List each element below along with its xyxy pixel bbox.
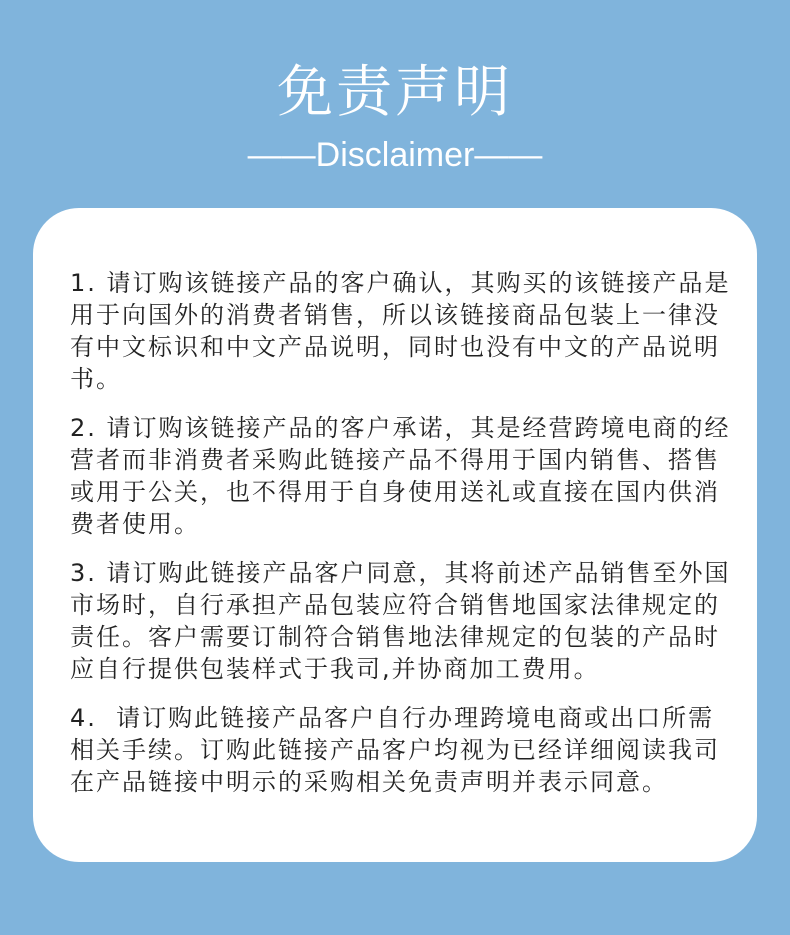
disclaimer-card — [33, 208, 757, 862]
disclaimer-line: 4. 请订购此链接产品客户自行办理跨境电商或出口所需 — [70, 704, 715, 732]
disclaimer-line: 用于向国外的消费者销售，所以该链接商品包装上一律没 — [70, 301, 720, 329]
disclaimer-line: 在产品链接中明示的采购相关免责声明并表示同意。 — [70, 768, 668, 796]
disclaimer-line: 市场时，自行承担产品包装应符合销售地国家法律规定的 — [70, 591, 720, 619]
disclaimer-line: 书。 — [70, 365, 122, 393]
disclaimer-line: 3. 请订购此链接产品客户同意，其将前述产品销售至外国 — [70, 559, 731, 587]
disclaimer-item-3 — [70, 557, 757, 685]
disclaimer-line: 责任。客户需要订制符合销售地法律规定的包装的产品时 — [70, 623, 720, 651]
disclaimer-item-1 — [70, 267, 757, 395]
page-title: 免责声明 — [277, 60, 513, 125]
disclaimer-item-4 — [70, 702, 757, 798]
disclaimer-line: 有中文标识和中文产品说明，同时也没有中文的产品说明 — [70, 333, 720, 361]
disclaimer-line: 费者使用。 — [70, 510, 200, 538]
disclaimer-line: 营者而非消费者采购此链接产品不得用于国内销售、搭售 — [70, 446, 720, 474]
disclaimer-line: 应自行提供包装样式于我司,并协商加工费用。 — [70, 655, 600, 683]
disclaimer-line: 1. 请订购该链接产品的客户确认，其购买的该链接产品是 — [70, 269, 731, 297]
page-subtitle: ——Disclaimer—— — [247, 136, 543, 174]
disclaimer-line: 或用于公关，也不得用于自身使用送礼或直接在国内供消 — [70, 478, 720, 506]
disclaimer-line: 2. 请订购该链接产品的客户承诺，其是经营跨境电商的经 — [70, 414, 731, 442]
disclaimer-item-2 — [70, 412, 757, 540]
disclaimer-line: 相关手续。订购此链接产品客户均视为已经详细阅读我司 — [70, 736, 720, 764]
